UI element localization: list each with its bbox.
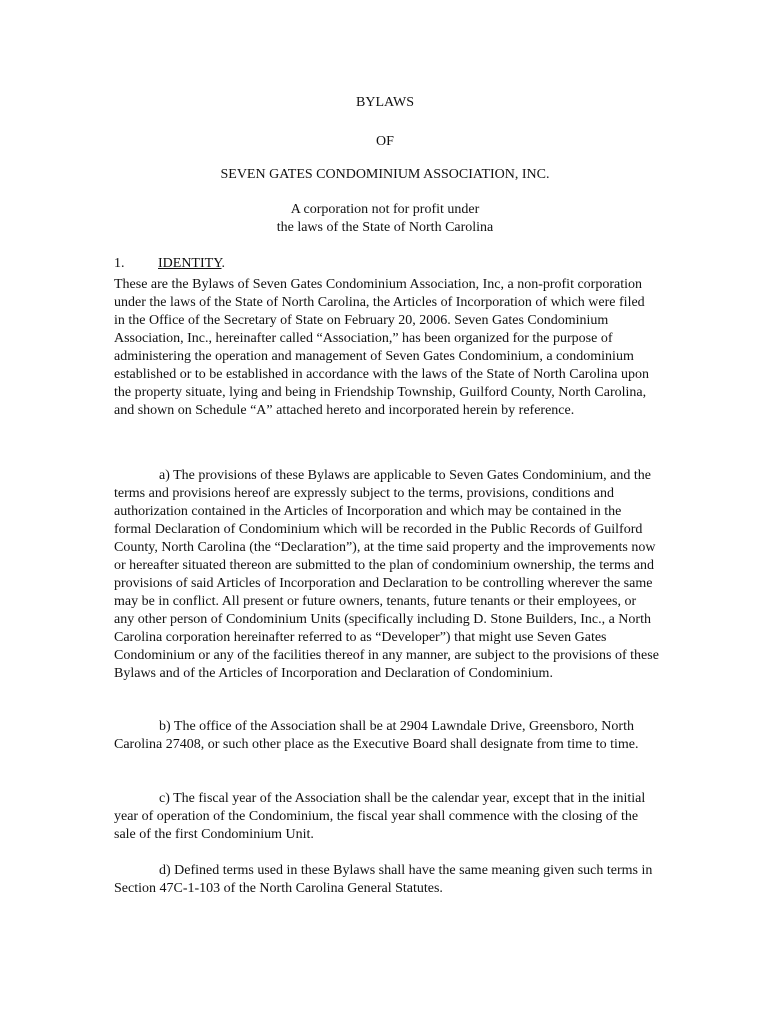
paragraph-c: c) The fiscal year of the Association shall be the calendar year, except that in the initial year of operation of the Condominium, the fiscal year shall commence with the closing of the sale of the first Condominium Unit.	[114, 791, 646, 842]
section-title-period: .	[221, 256, 226, 271]
paragraph-b: b) The office of the Association shall be at 2904 Lawndale Drive, Greensboro, North Carolina 27408, or such other place as the Executive Board shall designate from time to time.	[114, 719, 639, 752]
section-number: 1.	[114, 256, 125, 271]
document-title: BYLAWS	[356, 95, 414, 110]
section-title: IDENTITY	[158, 256, 222, 271]
intro-paragraph: These are the Bylaws of Seven Gates Condominium Association, Inc, a non-profit corporation under the laws of the State of North Carolina, the Articles of Incorporation of which were filed in the Office of the Secretary of State on February 20, 2006. Seven Gates Condominium Association, Inc., hereinafter called “Association,” has been organized for the purpose of administering the operation and management of Seven Gates Condominium, a condominium established or to be established in accordance with the laws of the State of North Carolina upon the property situate, lying and being in Friendship Township, Guilford County, North Carolina, and shown on Schedule “A” attached hereto and incorporated herein by reference.	[114, 277, 649, 418]
entity-name: SEVEN GATES CONDOMINIUM ASSOCIATION, INC.	[220, 167, 550, 182]
subtitle-line-1: A corporation not for profit under	[290, 202, 480, 217]
subtitle-line-2: the laws of the State of North Carolina	[276, 220, 494, 235]
paragraph-d: d) Defined terms used in these Bylaws shall have the same meaning given such terms in Section 47C-1-103 of the North Carolina General Statutes.	[114, 863, 653, 896]
paragraph-a: a) The provisions of these Bylaws are applicable to Seven Gates Condominium, and the terms and provisions hereof are expressly subject to the terms, provisions, conditions and authorization contained in the Articles of Incorporation and which may be contained in the formal Declaration of Condominium which will be recorded in the Public Records of Guilford County, North Carolina (the “Declaration”), at the time said property and the improvements now or hereafter situated thereon are submitted to the plan of condominium ownership, the terms and provisions of said Articles of Incorporation and Declaration to be controlling wherever the same may be in conflict. All present or future owners, tenants, future tenants or their employees, or any other person of Condominium Units (specifically including D. Stone Builders, Inc., a North Carolina corporation hereinafter referred to as “Developer”) that might use Seven Gates Condominium or any of the facilities thereof in any manner, are subject to the provisions of these Bylaws and of the Articles of Incorporation and Declaration of Condominium.	[114, 468, 659, 681]
section-heading	[114, 255, 225, 273]
document-of: OF	[376, 134, 394, 149]
